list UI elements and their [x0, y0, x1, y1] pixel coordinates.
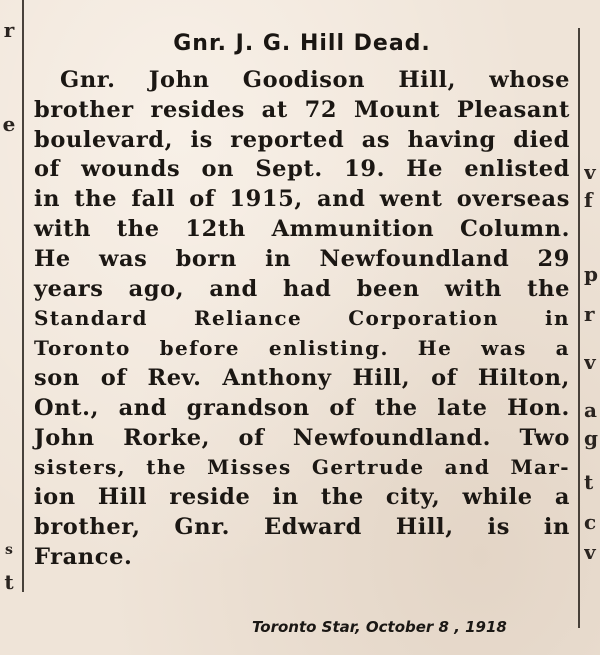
edge-fragment-right: t: [584, 470, 594, 494]
article-line: son of Rev. Anthony Hill, of Hilton,: [34, 364, 570, 391]
article-line: of wounds on Sept. 19. He enlisted: [34, 156, 570, 183]
edge-fragment-left: s: [5, 542, 13, 558]
article-line: John Rorke, of Newfoundland. Two: [34, 424, 570, 451]
article-line: Ont., and grandson of the late Hon.: [34, 394, 570, 421]
edge-fragment-right: a: [584, 398, 597, 422]
source-caption: Toronto Star, October 8 , 1918: [252, 618, 507, 636]
article-line: ion Hill reside in the city, while a: [34, 484, 570, 511]
article-line: years ago, and had been with the: [34, 275, 570, 302]
edge-fragment-left: t: [4, 570, 14, 594]
article-line: boulevard, is reported as having died: [34, 126, 570, 153]
article-line: in the fall of 1915, and went overseas: [34, 186, 570, 213]
article-line: with the 12th Ammunition Column.: [34, 215, 570, 242]
edge-fragment-right: v: [584, 540, 596, 564]
article-body: [34, 66, 570, 573]
edge-fragment-right: g: [584, 426, 598, 450]
edge-fragment-left: r: [3, 18, 15, 42]
article-headline: Gnr. J. G. Hill Dead.: [173, 31, 431, 56]
article-line: brother resides at 72 Mount Pleasant: [34, 96, 570, 123]
edge-fragment-right: r: [584, 302, 595, 326]
article-line: Standard Reliance Corporation in: [34, 306, 570, 331]
column-rule-left: [22, 0, 24, 592]
article-line: He was born in Newfoundland 29: [34, 245, 570, 272]
column-rule-right: [578, 28, 580, 628]
article-line: Gnr. John Goodison Hill, whose: [60, 67, 570, 93]
edge-fragment-left: e: [2, 112, 16, 136]
edge-fragment-right: v: [584, 160, 596, 184]
article-line: brother, Gnr. Edward Hill, is in: [34, 513, 570, 540]
article-line: France.: [34, 543, 133, 570]
obituary-article: [34, 26, 570, 573]
edge-fragment-right: c: [584, 510, 597, 534]
article-line: Toronto before enlisting. He was a: [34, 336, 570, 361]
edge-fragment-right: v: [584, 350, 596, 374]
edge-fragment-right: p: [584, 262, 598, 286]
article-line: sisters, the Misses Gertrude and Mar-: [34, 455, 570, 480]
edge-fragment-right: f: [584, 188, 593, 212]
